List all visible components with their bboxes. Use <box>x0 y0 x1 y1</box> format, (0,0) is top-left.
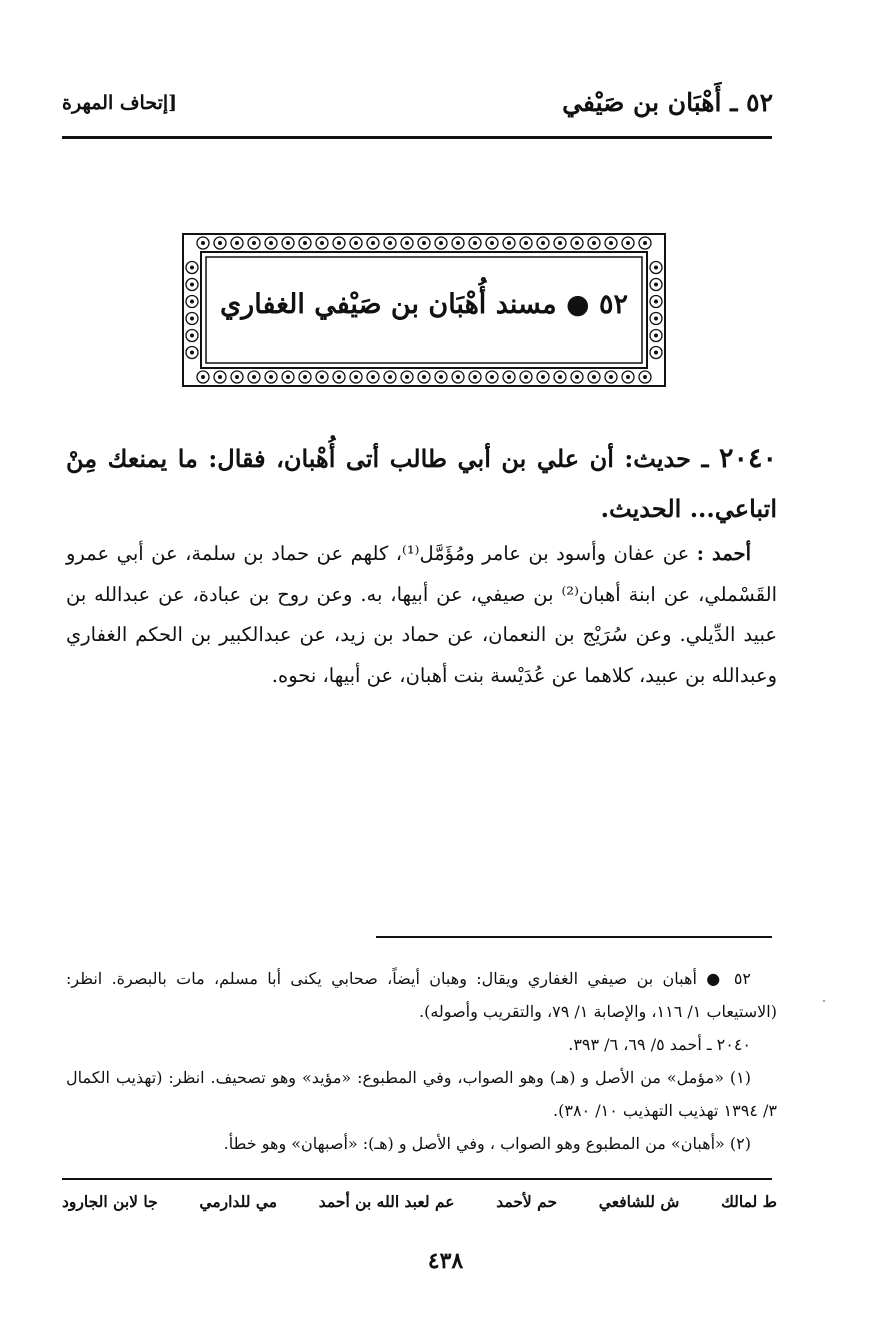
section-title: ٥٢ ● مسند أُهْبَان بن صَيْفي الغفاري <box>220 289 628 320</box>
hadith-headline <box>66 434 777 534</box>
abbreviations-key <box>62 1192 777 1211</box>
abbr-item: حم لأحمد <box>496 1192 558 1211</box>
hadith-headline-text: ـ حديث: أن علي بن أبي طالب أتى أُهْبان، فقال: ما يمنعك مِنْ اتباعي... الحديث. <box>66 444 777 523</box>
footnote-1: (١) «مؤمل» من الأصل و (هـ) وهو الصواب، وفي المطبوع: «مؤيد» وهو تصحيف. انظر: (تهذيب الكمال ٣/ ١٣٩٤ تهذيب التهذيب ١٠/ ٣٨٠). <box>66 1068 777 1120</box>
hadith-isnad <box>66 534 777 696</box>
abbr-item: ط لمالك <box>721 1192 777 1211</box>
abbr-item: مي للدارمي <box>199 1192 278 1211</box>
print-speck <box>823 1000 825 1002</box>
footnote-biography: ٥٢ ● أهبان بن صيفي الغفاري ويقال: وهبان أيضاً، صحابي يكنى أبا مسلم، مات بالبصرة. انظر: (الاستيعاب ١/ ١١٦، والإصابة ١/ ٧٩، والتقريب وأصوله). <box>66 969 777 1021</box>
header-rule <box>62 136 772 139</box>
abbr-item: ش للشافعي <box>598 1192 680 1211</box>
abbr-item: عم لعبد الله بن أحمد <box>318 1192 455 1211</box>
page-number: ٤٣٨ <box>427 1248 464 1274</box>
footnote-2: (٢) «أهبان» من المطبوع وهو الصواب ، وفي الأصل و (هـ): «أصبهان» وهو خطأ. <box>223 1134 751 1153</box>
source-name: أحمد : <box>696 542 752 565</box>
section-title-frame <box>182 233 666 387</box>
abbr-item: جا لابن الجارود <box>62 1192 158 1211</box>
running-header-chapter: ٥٢ ـ أَهْبَان بن صَيْفي <box>562 88 773 117</box>
running-header-book: [إتحاف المهرة <box>62 92 178 114</box>
isnad-text: عن عفان وأسود بن عامر ومُؤَمَّل⁽¹⁾، كلهم عن حماد بن سلمة، عن أبي عمرو القَسْملي، عن ابنة أهبان⁽²⁾ بن صيفي، عن أبيها، به. وعن روح بن عبادة، عن عبدالله بن عبيد الدِّيلي. وعن سُرَيْج بن النعمان، عن حماد بن زيد، عن عبدالكبير بن الحكم الغفاري وعبدالله بن عبيد، كلاهما عن عُدَيْسة بنت أهبان، عن أبيها، نحوه. <box>66 542 777 687</box>
abbreviations-rule <box>62 1178 772 1180</box>
footnote-reference: ٢٠٤٠ ـ أحمد ٥/ ٦٩، ٦/ ٣٩٣. <box>568 1035 751 1054</box>
footnote-separator <box>376 936 772 938</box>
hadith-number: ٢٠٤٠ <box>719 443 778 474</box>
footnotes <box>66 962 777 1160</box>
